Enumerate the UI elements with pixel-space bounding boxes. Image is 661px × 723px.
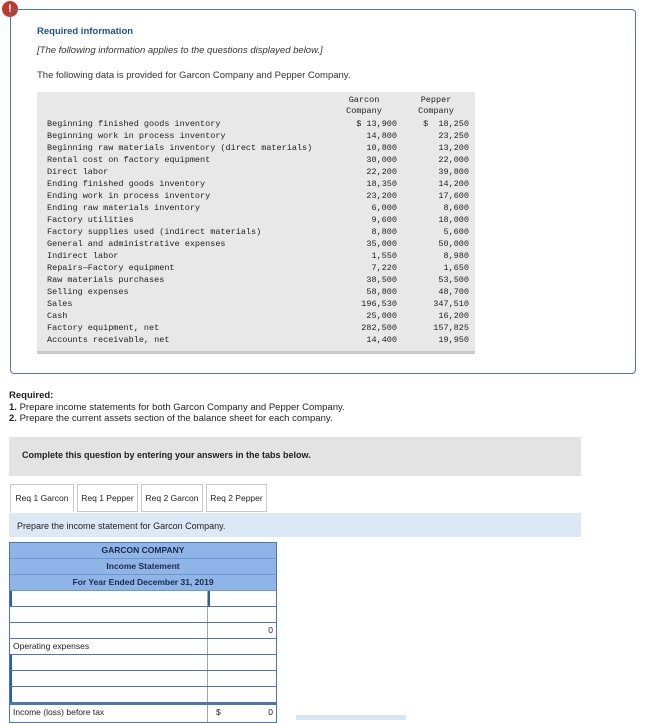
row-6-amount-input[interactable] <box>208 671 273 686</box>
garcon-value: 10,800 <box>366 143 397 153</box>
garcon-value: 22,200 <box>366 167 397 177</box>
table-row <box>47 274 467 286</box>
table-row <box>47 130 467 142</box>
table-row <box>47 262 467 274</box>
statement-title: Income Statement <box>10 559 276 575</box>
pepper-header-line1: Pepper <box>420 95 452 105</box>
pepper-value: 157,825 <box>433 323 469 333</box>
row-3-label-cell[interactable] <box>10 623 208 638</box>
row-label: Ending work in process inventory <box>47 191 211 201</box>
pepper-value: 8,980 <box>443 251 469 261</box>
garcon-value: 30,000 <box>366 155 397 165</box>
garcon-value: 7,220 <box>371 263 397 273</box>
row-7-label-cell[interactable] <box>10 687 208 702</box>
row-label: Beginning work in process inventory <box>47 131 226 141</box>
table-row <box>47 190 467 202</box>
garcon-header-line2: Company <box>346 106 382 116</box>
row-2-amount-input[interactable] <box>208 607 273 622</box>
table-row <box>47 202 467 214</box>
pepper-value: 53,500 <box>438 275 469 285</box>
row-7-amount-input[interactable] <box>208 687 273 702</box>
table-row <box>47 310 467 322</box>
operating-expenses-amount <box>208 639 276 654</box>
statement-company: GARCON COMPANY <box>10 543 276 559</box>
row-label: Beginning raw materials inventory (direct materials) <box>47 143 313 153</box>
intro-text: The following data is provided for Garcon Company and Pepper Company. <box>37 70 351 81</box>
required-item-1-number: 1. <box>9 402 17 413</box>
garcon-value: 14,400 <box>366 335 397 345</box>
pepper-value: 39,800 <box>438 167 469 177</box>
required-item-1 <box>9 402 345 413</box>
row-1-amount-input[interactable] <box>210 591 273 606</box>
garcon-value: 14,800 <box>366 131 397 141</box>
row-label: Raw materials purchases <box>47 275 165 285</box>
statement-row-income-before-tax <box>10 705 276 722</box>
bottom-navigation-strip <box>296 715 406 720</box>
statement-row-7 <box>10 687 276 705</box>
garcon-value: 38,500 <box>366 275 397 285</box>
row-label: Ending finished goods inventory <box>47 179 206 189</box>
table-row <box>47 322 467 334</box>
pepper-header-line2: Company <box>418 106 454 116</box>
statement-row-2 <box>10 607 276 623</box>
table-row <box>47 250 467 262</box>
statement-row-5 <box>10 655 276 671</box>
row-label: Factory supplies used (indirect materials) <box>47 227 262 237</box>
garcon-value: 196,530 <box>361 299 397 309</box>
garcon-value: 18,350 <box>366 179 397 189</box>
row-label: Indirect labor <box>47 251 119 261</box>
pepper-value: 8,600 <box>443 203 469 213</box>
income-before-tax-label: Income (loss) before tax <box>10 705 208 722</box>
garcon-header-line1: Garcon <box>348 95 380 105</box>
row-6-label-input[interactable] <box>15 671 207 686</box>
garcon-value: 23,200 <box>366 191 397 201</box>
pepper-value: 23,250 <box>438 131 469 141</box>
row-label: Factory equipment, net <box>47 323 160 333</box>
row-5-amount-cell[interactable] <box>208 655 276 670</box>
pepper-value: 5,600 <box>443 227 469 237</box>
table-row <box>47 118 467 130</box>
garcon-value: 6,000 <box>371 203 397 213</box>
row-label: Rental cost on factory equipment <box>47 155 211 165</box>
pepper-value: 16,200 <box>438 311 469 321</box>
pepper-value: 19,950 <box>438 335 469 345</box>
tab-panel-instruction: Prepare the income statement for Garcon Company. <box>17 521 226 531</box>
income-statement-form <box>9 542 277 723</box>
row-5-label-cell[interactable] <box>10 655 208 670</box>
pepper-value: 347,510 <box>433 299 469 309</box>
pepper-value: 48,700 <box>438 287 469 297</box>
row-label: Beginning finished goods inventory <box>47 119 221 129</box>
row-2-label-cell[interactable] <box>10 607 208 622</box>
pepper-value: 17,600 <box>438 191 469 201</box>
row-6-amount-cell[interactable] <box>208 671 276 686</box>
row-label: Selling expenses <box>47 287 129 297</box>
table-row <box>47 142 467 154</box>
row-label: Factory utilities <box>47 215 134 225</box>
garcon-value: 58,800 <box>366 287 397 297</box>
row-1-label-cell[interactable] <box>10 591 208 606</box>
statement-row-3 <box>10 623 276 639</box>
income-before-tax-amount <box>208 705 276 722</box>
row-label: Repairs—Factory equipment <box>47 263 175 273</box>
statement-period: For Year Ended December 31, 2019 <box>10 575 276 591</box>
tab-req-2-garcon[interactable]: Req 2 Garcon <box>141 484 203 512</box>
required-information-title: Required information <box>37 26 134 37</box>
row-6-label-cell[interactable] <box>10 671 208 686</box>
table-row <box>47 178 467 190</box>
table-row <box>47 154 467 166</box>
alert-icon: ! <box>2 1 18 17</box>
row-7-label-input[interactable] <box>15 687 207 702</box>
table-row <box>47 238 467 250</box>
row-label: Accounts receivable, net <box>47 335 170 345</box>
table-row <box>47 214 467 226</box>
row-3-total: 0 <box>268 625 273 635</box>
statement-row-6 <box>10 671 276 687</box>
tab-req-2-pepper[interactable]: Req 2 Pepper <box>206 484 267 512</box>
garcon-value: 282,500 <box>361 323 397 333</box>
pepper-value: 50,000 <box>438 239 469 249</box>
row-label: Sales <box>47 299 73 309</box>
required-title: Required: <box>9 390 54 401</box>
row-5-amount-input[interactable] <box>208 655 273 670</box>
company-data-table <box>37 92 475 354</box>
statement-row-operating-expenses <box>10 639 276 655</box>
garcon-value: 1,550 <box>371 251 397 261</box>
garcon-value: 8,800 <box>371 227 397 237</box>
table-row <box>47 226 467 238</box>
row-1-amount-cell[interactable] <box>208 591 276 606</box>
tab-req-1-pepper[interactable]: Req 1 Pepper <box>77 484 138 512</box>
pepper-value: 14,200 <box>438 179 469 189</box>
row-label: General and administrative expenses <box>47 239 226 249</box>
operating-expenses-label: Operating expenses <box>10 639 208 654</box>
required-item-2 <box>9 413 333 424</box>
tab-panel-instruction-bar <box>9 513 581 537</box>
garcon-column-header <box>337 95 391 117</box>
complete-instructions-bar <box>9 437 581 476</box>
pepper-value: 18,000 <box>438 215 469 225</box>
required-item-1-text: Prepare income statements for both Garcon Company and Pepper Company. <box>19 402 345 413</box>
pepper-value: $ 18,250 <box>423 119 469 129</box>
pepper-column-header <box>403 95 469 117</box>
statement-row-1 <box>10 591 276 607</box>
row-5-label-input[interactable] <box>15 655 207 670</box>
garcon-value: $ 13,900 <box>356 119 397 129</box>
row-label: Ending raw materials inventory <box>47 203 201 213</box>
table-row <box>47 166 467 178</box>
required-item-2-text: Prepare the current assets section of the balance sheet for each company. <box>19 413 333 424</box>
table-row <box>47 286 467 298</box>
row-2-amount-cell[interactable] <box>208 607 276 622</box>
row-2-label-input[interactable] <box>13 607 207 622</box>
row-label: Direct labor <box>47 167 109 177</box>
garcon-value: 9,600 <box>371 215 397 225</box>
pepper-value: 1,650 <box>443 263 469 273</box>
pepper-value: 22,000 <box>438 155 469 165</box>
complete-instructions-text: Complete this question by entering your answers in the tabs below. <box>22 450 311 460</box>
dollar-sign: $ <box>216 707 221 717</box>
garcon-value: 35,000 <box>366 239 397 249</box>
garcon-value: 25,000 <box>366 311 397 321</box>
required-item-2-number: 2. <box>9 413 17 424</box>
table-rows <box>47 118 467 346</box>
row-1-label-input[interactable] <box>15 591 207 606</box>
income-before-tax-value: 0 <box>268 707 273 717</box>
tab-req-1-garcon[interactable]: Req 1 Garcon <box>10 484 74 512</box>
row-7-amount-cell[interactable] <box>208 687 276 702</box>
row-3-label-input[interactable] <box>13 623 207 638</box>
table-row <box>47 334 467 346</box>
information-note: [The following information applies to the questions displayed below.] <box>37 45 323 56</box>
table-row <box>47 298 467 310</box>
pepper-value: 13,200 <box>438 143 469 153</box>
row-label: Cash <box>47 311 68 321</box>
